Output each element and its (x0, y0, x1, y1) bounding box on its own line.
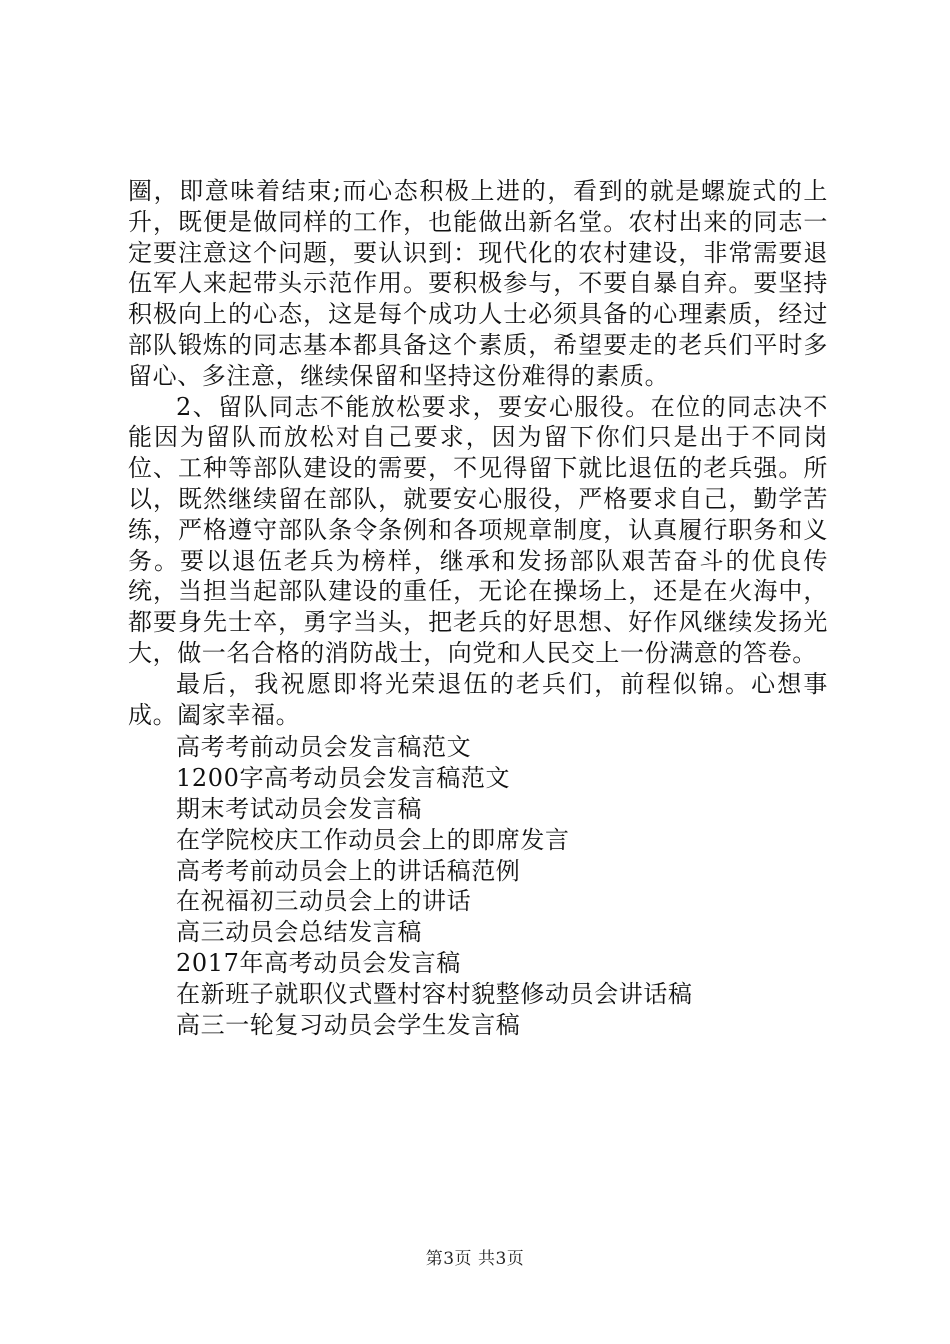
related-link[interactable]: 高考考前动员会上的讲话稿范例 (176, 856, 521, 885)
related-link[interactable]: 在新班子就职仪式暨村容村貌整修动员会讲话稿 (176, 979, 693, 1008)
page-footer: 第3页 共3页 (425, 1249, 525, 1269)
related-link[interactable]: 高三一轮复习动员会学生发言稿 (176, 1010, 521, 1039)
paragraph-1: 圈，即意味着结束;而心态积极上进的，看到的就是螺旋式的上升，既便是做同样的工作，也能做出新名堂。农村出来的同志一定要注意这个问题，要认识到：现代化的农村建设，非常需要退伍军人来起带头示范作用。要积极参与，不要自暴自弃。要坚持积极向上的心态，这是每个成功人士必须具备的心理素质，经过部队锻炼的同志基本都具备这个素质，希望要走的老兵们平时多留心、多注意，继续保留和坚持这份难得的素质。 (128, 177, 828, 390)
related-links-list (128, 732, 828, 1040)
related-link[interactable]: 期末考试动员会发言稿 (176, 794, 422, 823)
related-link[interactable]: 在学院校庆工作动员会上的即席发言 (176, 825, 570, 854)
document-body (128, 176, 828, 1040)
paragraph-3: 最后，我祝愿即将光荣退伍的老兵们，前程似锦。心想事成。阖家幸福。 (128, 669, 828, 729)
related-link[interactable]: 高考考前动员会发言稿范文 (176, 733, 472, 762)
related-link[interactable]: 高三动员会总结发言稿 (176, 918, 422, 947)
paragraph-2: 2、留队同志不能放松要求，要安心服役。在位的同志决不能因为留队而放松对自己要求，因为留下你们只是出于不同岗位、工种等部队建设的需要，不见得留下就比退伍的老兵强。所以，既然继续留在部队，就要安心服役，严格要求自己，勤学苦练，严格遵守部队条令条例和各项规章制度，认真履行职务和义务。要以退伍老兵为榜样，继承和发扬部队艰苦奋斗的优良传统，当担当起部队建设的重任，无论在操场上，还是在火海中，都要身先士卒，勇字当头，把老兵的好思想、好作风继续发扬光大，做一名合格的消防战士，向党和人民交上一份满意的答卷。 (128, 392, 828, 667)
related-link[interactable]: 2017年高考动员会发言稿 (176, 948, 461, 977)
related-link[interactable]: 在祝福初三动员会上的讲话 (176, 887, 472, 916)
related-link[interactable]: 1200字高考动员会发言稿范文 (176, 764, 511, 793)
